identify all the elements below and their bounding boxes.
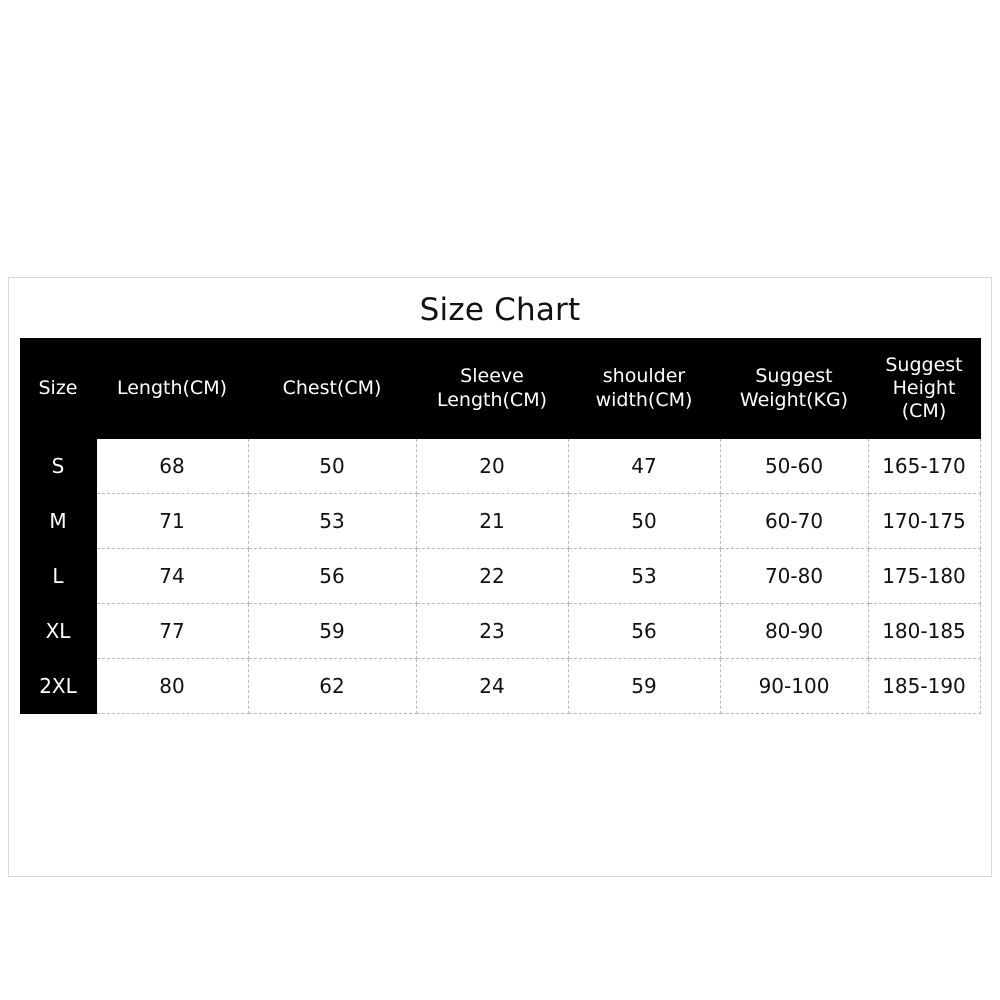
table-row xyxy=(20,604,980,659)
cell-length: 71 xyxy=(96,494,248,549)
cell-shoulder-width: 56 xyxy=(568,604,720,659)
table-row xyxy=(20,439,980,494)
cell-sleeve-length: 21 xyxy=(416,494,568,549)
table-row xyxy=(20,659,980,714)
column-header-shoulder-width: shoulder width(CM) xyxy=(568,339,720,439)
column-header-chest: Chest(CM) xyxy=(248,339,416,439)
cell-shoulder-width: 50 xyxy=(568,494,720,549)
column-header-suggest-height: Suggest Height (CM) xyxy=(868,339,980,439)
cell-sleeve-length: 22 xyxy=(416,549,568,604)
cell-size: S xyxy=(20,439,96,494)
table-row xyxy=(20,494,980,549)
cell-size: L xyxy=(20,549,96,604)
cell-sleeve-length: 24 xyxy=(416,659,568,714)
cell-suggest-weight: 50-60 xyxy=(720,439,868,494)
cell-chest: 53 xyxy=(248,494,416,549)
cell-size: 2XL xyxy=(20,659,96,714)
cell-suggest-height: 165-170 xyxy=(868,439,980,494)
cell-sleeve-length: 20 xyxy=(416,439,568,494)
cell-suggest-weight: 90-100 xyxy=(720,659,868,714)
cell-suggest-height: 175-180 xyxy=(868,549,980,604)
column-header-size: Size xyxy=(20,339,96,439)
cell-length: 74 xyxy=(96,549,248,604)
cell-sleeve-length: 23 xyxy=(416,604,568,659)
cell-suggest-weight: 60-70 xyxy=(720,494,868,549)
cell-suggest-weight: 80-90 xyxy=(720,604,868,659)
cell-size: M xyxy=(20,494,96,549)
cell-length: 68 xyxy=(96,439,248,494)
size-chart-panel xyxy=(8,277,992,877)
cell-size: XL xyxy=(20,604,96,659)
table-header-row xyxy=(20,339,980,439)
cell-suggest-weight: 70-80 xyxy=(720,549,868,604)
table-body xyxy=(20,439,980,714)
size-chart-table xyxy=(20,338,981,714)
cell-shoulder-width: 59 xyxy=(568,659,720,714)
cell-chest: 59 xyxy=(248,604,416,659)
cell-suggest-height: 180-185 xyxy=(868,604,980,659)
column-header-suggest-weight: Suggest Weight(KG) xyxy=(720,339,868,439)
table-row xyxy=(20,549,980,604)
cell-length: 80 xyxy=(96,659,248,714)
table-header xyxy=(20,339,980,439)
cell-chest: 56 xyxy=(248,549,416,604)
cell-shoulder-width: 47 xyxy=(568,439,720,494)
column-header-length: Length(CM) xyxy=(96,339,248,439)
column-header-sleeve-length: Sleeve Length(CM) xyxy=(416,339,568,439)
cell-suggest-height: 170-175 xyxy=(868,494,980,549)
cell-shoulder-width: 53 xyxy=(568,549,720,604)
cell-length: 77 xyxy=(96,604,248,659)
cell-chest: 50 xyxy=(248,439,416,494)
cell-chest: 62 xyxy=(248,659,416,714)
page-title: Size Chart xyxy=(419,292,581,328)
cell-suggest-height: 185-190 xyxy=(868,659,980,714)
